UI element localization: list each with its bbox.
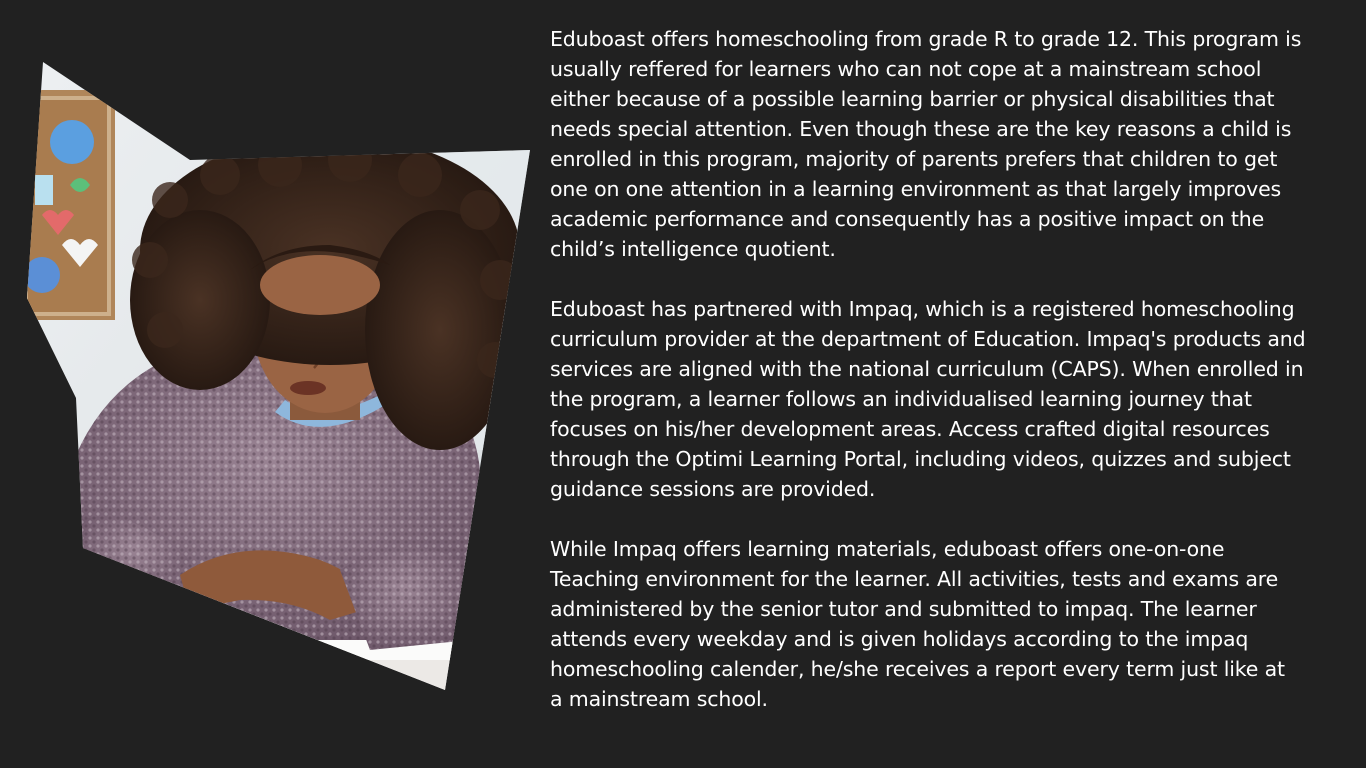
description-text [550, 24, 1350, 744]
paragraph-impaq-partnership: Eduboast has partnered with Impaq, which is a registered homeschooling curriculum provider at the department of Education. Impaq's products and services are aligned with the national curriculum (CAPS). When enrolled in the program, a learner follows an individualised learning journey that focuses on his/her development areas. Access crafted digital resources through the Optimi Learning Portal, including videos, quizzes and subject guidance sessions are provided. [550, 297, 1306, 501]
paragraph-teaching-environment: While Impaq offers learning materials, eduboast offers one-on-one Teaching environment for the learner. All activities, tests and exams are administered by the senior tutor and submitted to impaq. The learner attends every weekday and is given holidays according to the impaq homeschooling calender, he/she receives a report every term just like at a mainstream school. [550, 537, 1285, 711]
photo-content [0, 0, 560, 768]
paragraph-homeschooling-intro: Eduboast offers homeschooling from grade R to grade 12. This program is usually reffered for learners who can not cope at a mainstream school either because of a possible learning barrier or physical disabilities that needs special attention. Even though these are the key reasons a child is enrolled in this program, majority of parents prefers that children to get one on one attention in a learning environment as that largely improves academic performance and consequently has a positive impact on the child’s intelligence quotient. [550, 27, 1302, 261]
girl-reading-photo [0, 0, 560, 768]
